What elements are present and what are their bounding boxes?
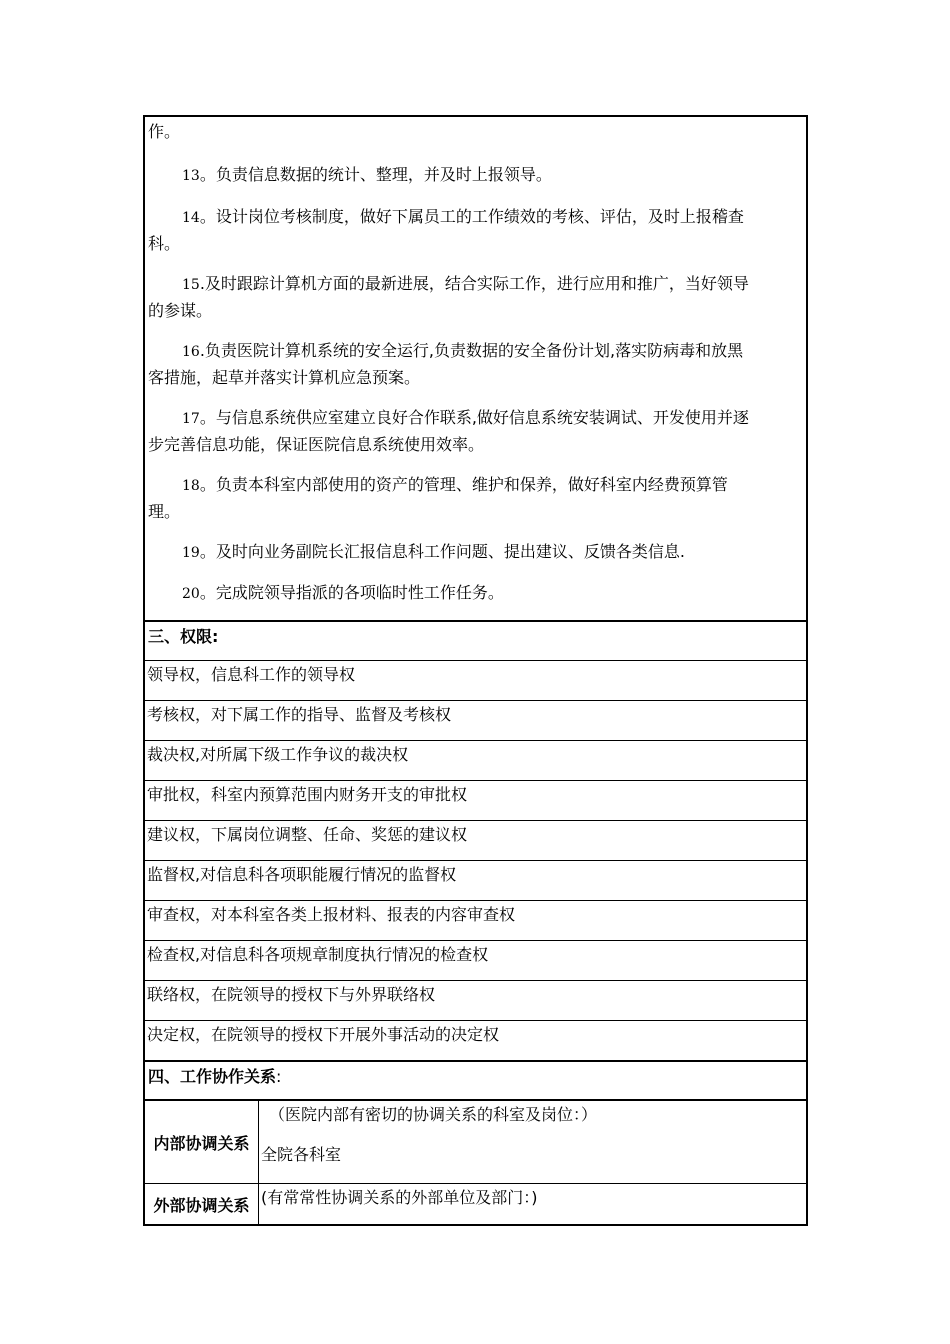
- duty-item-15: [148, 271, 804, 323]
- continuation-text: 作。: [148, 122, 181, 141]
- duty-continuation: [148, 119, 804, 144]
- authority-row-leadership: 领导权，信息科工作的领导权: [145, 661, 806, 701]
- cooperation-header-colon: :: [276, 1067, 282, 1086]
- duty-text: 。负责信息数据的统计、整理，并及时上报领导。: [199, 165, 552, 184]
- duty-text: .及时跟踪计算机方面的最新进展，结合实际工作，进行应用和推广，当好领导: [199, 274, 749, 293]
- authority-row-suggestion: 建议权，下属岗位调整、任命、奖惩的建议权: [145, 821, 806, 861]
- duty-text: 。及时向业务副院长汇报信息科工作问题、提出建议、反馈各类信息.: [199, 542, 685, 561]
- external-relations-row: [145, 1184, 806, 1224]
- external-relations-label: 外部协调关系: [145, 1184, 259, 1224]
- authority-row-assessment: 考核权，对下属工作的指导、监督及考核权: [145, 701, 806, 741]
- duty-text: 。与信息系统供应室建立良好合作联系,做好信息系统安装调试、开发使用并逐: [199, 408, 749, 427]
- duty-item-16: [148, 338, 804, 390]
- duty-item-14: [148, 204, 804, 256]
- duty-text-continued: 步完善信息功能，保证医院信息系统使用效率。: [148, 435, 485, 454]
- duty-text: .负责医院计算机系统的安全运行,负责数据的安全备份计划,落实防病毒和放黑: [199, 341, 744, 360]
- internal-relations-content: [259, 1101, 806, 1183]
- cooperation-header: [145, 1062, 806, 1101]
- authority-list: [145, 661, 806, 1062]
- external-relations-note: (有常常性协调关系的外部单位及部门：): [261, 1188, 538, 1207]
- authority-row-inspection: 检查权,对信息科各项规章制度执行情况的检查权: [145, 941, 806, 981]
- duties-section: [145, 117, 806, 622]
- duty-text-continued: 科。: [148, 234, 181, 253]
- authority-header: 三、权限:: [145, 622, 806, 661]
- internal-relations-label: 内部协调关系: [145, 1101, 259, 1183]
- authority-row-approval: 审批权，科室内预算范围内财务开支的审批权: [145, 781, 806, 821]
- internal-relations-note: （医院内部有密切的协调关系的科室及岗位：）: [269, 1105, 598, 1124]
- internal-relations-value: 全院各科室: [261, 1145, 342, 1164]
- duty-number: 16: [182, 344, 200, 360]
- authority-row-decision: 决定权，在院领导的授权下开展外事活动的决定权: [145, 1021, 806, 1062]
- internal-relations-row: [145, 1101, 806, 1184]
- duty-number: 18: [182, 478, 200, 494]
- duty-item-17: [148, 405, 804, 457]
- duty-text: 。负责本科室内部使用的资产的管理、维护和保养，做好科室内经费预算管: [199, 475, 728, 494]
- duty-text: 。完成院领导指派的各项临时性工作任务。: [199, 583, 504, 602]
- duty-number: 17: [182, 411, 200, 427]
- authority-row-supervision: 监督权,对信息科各项职能履行情况的监督权: [145, 861, 806, 901]
- duty-item-19: [148, 539, 804, 566]
- duty-item-18: [148, 472, 804, 524]
- duty-text: 。设计岗位考核制度，做好下属员工的工作绩效的考核、评估，及时上报稽查: [199, 207, 744, 226]
- duty-text-continued: 理。: [148, 502, 181, 521]
- duty-number: 20: [182, 586, 200, 602]
- authority-row-liaison: 联络权，在院领导的授权下与外界联络权: [145, 981, 806, 1021]
- duty-number: 14: [182, 210, 200, 226]
- duty-text-continued: 客措施，起草并落实计算机应急预案。: [148, 368, 421, 387]
- duty-number: 15: [182, 277, 200, 293]
- duty-item-20: [148, 580, 804, 607]
- authority-row-ruling: 裁决权,对所属下级工作争议的裁决权: [145, 741, 806, 781]
- cooperation-header-text: 四、工作协作关系: [148, 1067, 277, 1086]
- duty-number: 19: [182, 545, 200, 561]
- duty-item-13: [148, 162, 804, 189]
- job-description-table: [143, 115, 808, 1226]
- duty-text-continued: 的参谋。: [148, 301, 213, 320]
- authority-row-review: 审查权，对本科室各类上报材料、报表的内容审查权: [145, 901, 806, 941]
- duty-number: 13: [182, 168, 200, 184]
